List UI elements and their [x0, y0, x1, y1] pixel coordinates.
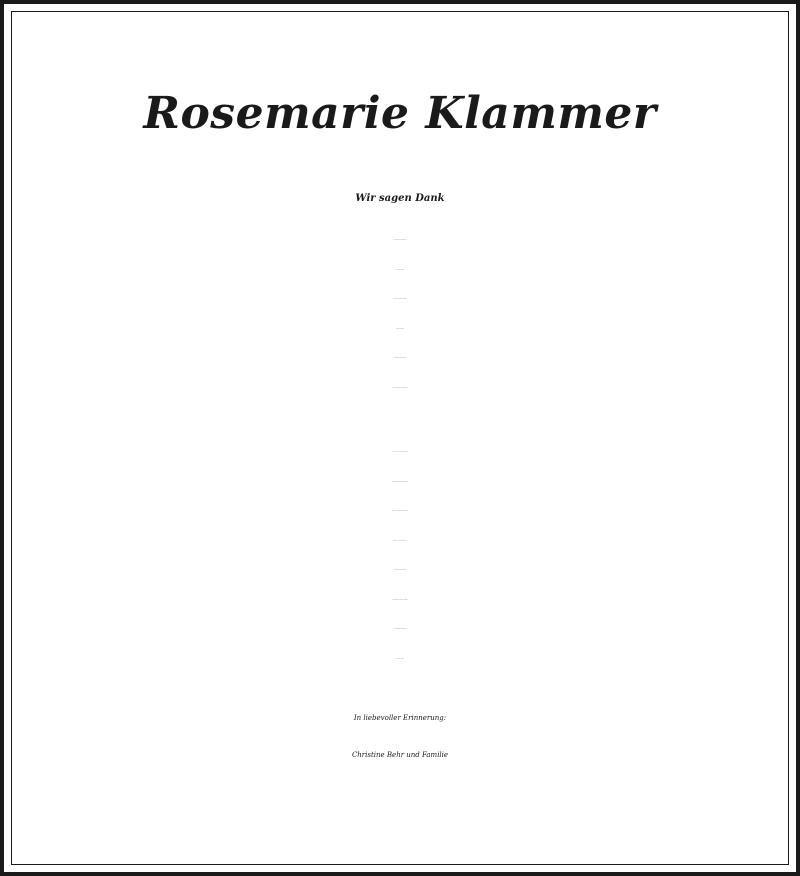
- place-and-date: [20, 804, 780, 832]
- thanks-line: [20, 586, 780, 616]
- thanks-line: [20, 645, 780, 675]
- closing-line: Christine Behr und Familie: [351, 751, 449, 759]
- special-thanks-paragraph: [20, 438, 780, 674]
- verse-line: [20, 344, 780, 374]
- thanks-line: [20, 615, 780, 645]
- thanks-heading: Wir sagen Dank: [355, 193, 445, 204]
- verse-line: [20, 374, 780, 404]
- thanks-verse: [20, 226, 780, 403]
- verse-line: [20, 256, 780, 286]
- closing-signature: [20, 700, 780, 774]
- thanks-line: [20, 556, 780, 586]
- closing-line: In liebevoller Erinnerung:: [353, 714, 447, 722]
- thanks-line: [20, 438, 780, 468]
- thanks-line: [20, 527, 780, 557]
- thanks-line: [20, 468, 780, 498]
- verse-line: [20, 315, 780, 345]
- thanks-line: [20, 497, 780, 527]
- verse-line: [20, 226, 780, 256]
- verse-line: [20, 285, 780, 315]
- deceased-name: Rosemarie Klammer: [143, 88, 657, 139]
